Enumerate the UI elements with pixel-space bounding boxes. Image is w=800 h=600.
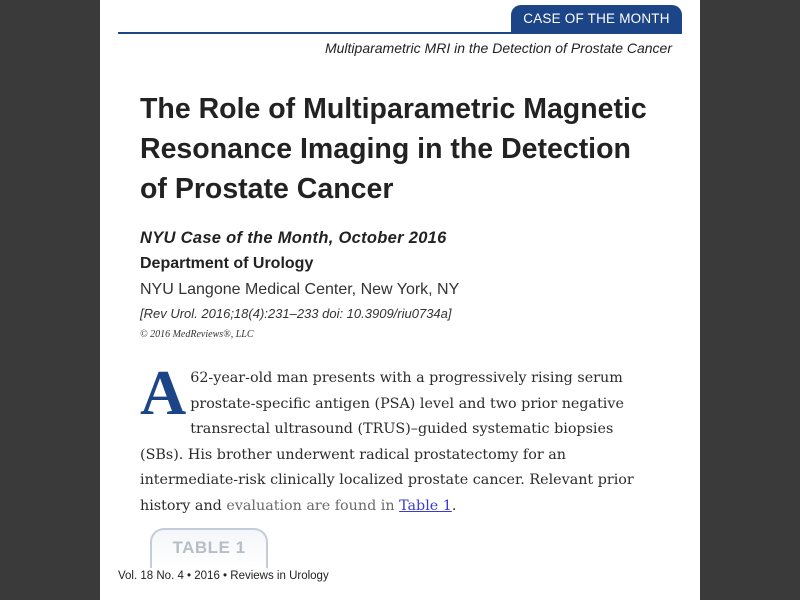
body-text-faded: evaluation are found in <box>226 497 400 514</box>
journal-page <box>100 0 700 600</box>
institution: NYU Langone Medical Center, New York, NY <box>140 281 460 298</box>
drop-cap: A <box>140 357 187 428</box>
citation: [Rev Urol. 2016;18(4):231–233 doi: 10.3909/riu0734a] <box>140 306 452 321</box>
article-title: The Role of Multiparametric Magnetic Resonance Imaging in the Detection of Prostate Cancer <box>140 93 647 205</box>
page-footer: Vol. 18 No. 4 • 2016 • Reviews in Urology <box>118 570 329 582</box>
table-1-link[interactable]: Table 1 <box>399 497 452 514</box>
header-rule <box>118 32 682 34</box>
series-label: NYU Case of the Month, October 2016 <box>140 229 447 247</box>
body-text-main: 62-year-old man presents with a progressively rising serum prostate-specific antigen (PSA) level and two prior negative transrectal ultrasound (TRUS)–guided systematic biopsies (SBs). His brother underwent radical prostatectomy for an intermediate-risk clinically localized prostate cancer. Relevant prior history and <box>140 370 634 514</box>
body-text-end: . <box>451 497 457 514</box>
section-tab: CASE OF THE MONTH <box>511 5 682 33</box>
running-title: Multiparametric MRI in the Detection of Prostate Cancer <box>324 40 672 56</box>
department: Department of Urology <box>140 255 314 272</box>
copyright: © 2016 MedReviews®, LLC <box>140 329 254 340</box>
table-1-tab <box>150 528 268 568</box>
body-paragraph <box>140 357 640 520</box>
table-1-tab-label: TABLE 1 <box>172 538 246 557</box>
